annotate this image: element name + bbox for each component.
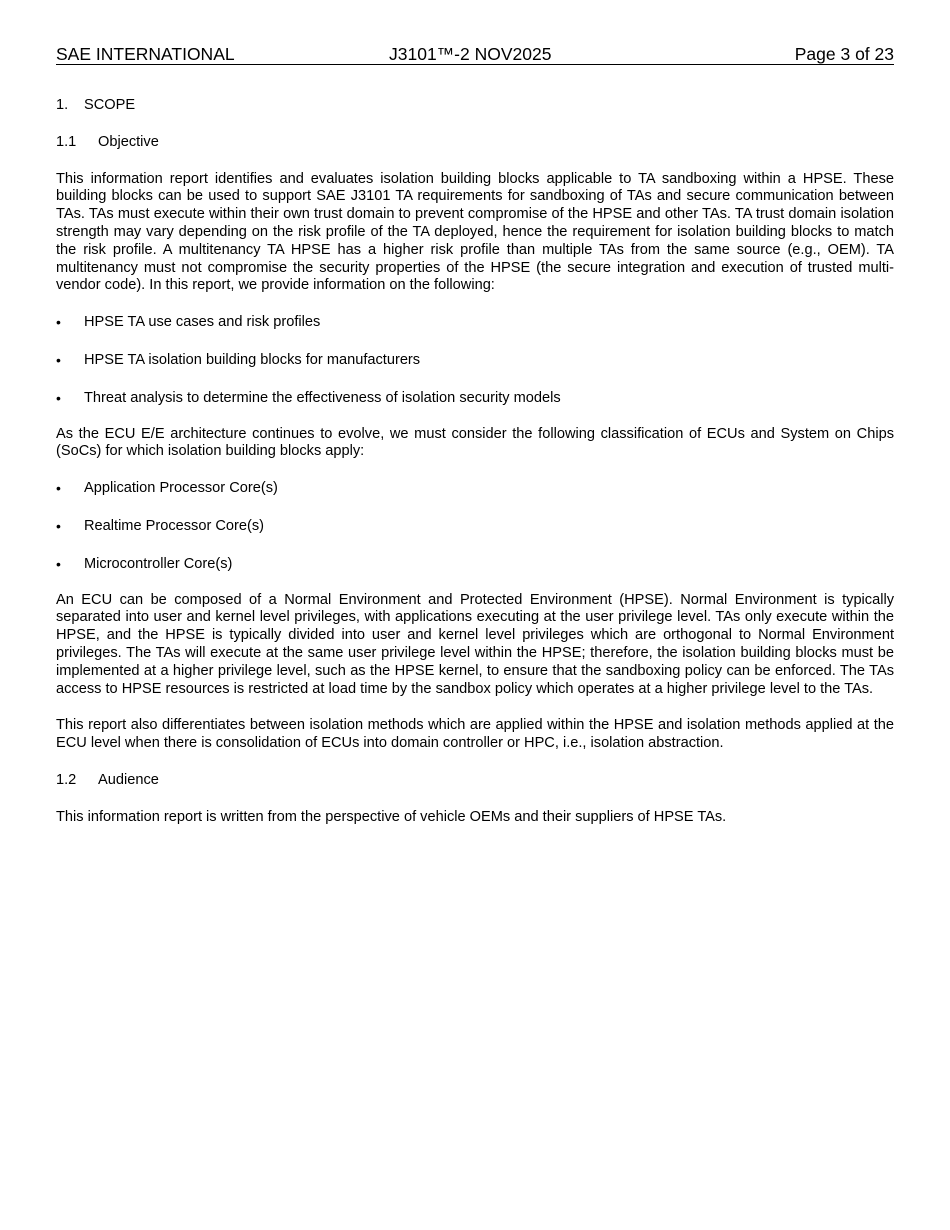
header-document-id: J3101™-2 NOV2025	[389, 44, 552, 64]
list-item	[56, 352, 894, 370]
objective-paragraph-1: This information report identifies and evaluates isolation building blocks applicable to TA sandboxing within a HPSE. These building blocks can be used to support SAE J3101 TA requirements for sandboxing of TAs and secure communication between TAs. TAs must execute within their own trust domain to prevent compromise of the HPSE and other TAs. TA trust domain isolation strength may vary depending on the risk profile of the TA deployed, hence the requirement for isolation building blocks to match the risk profile. A multitenancy TA HPSE has a higher risk profile than multiple TAs from the same source (e.g., OEM). TA multitenancy must not compromise the security properties of the HPSE (the secure integration and execution of trusted multi-vendor code). In this report, we provide information on the following:	[56, 170, 894, 294]
list-item-text: Threat analysis to determine the effectiveness of isolation security models	[84, 389, 561, 406]
objective-paragraph-3: An ECU can be composed of a Normal Environment and Protected Environment (HPSE). Normal Environment is typically separated into user and kernel level privileges, with applications executing at the user privilege level. TAs only execute within the HPSE, and the HPSE is typically divided into user and kernel level privileges which are orthogonal to Normal Environment privileges. The TAs will execute at the same user privilege level within the HPSE; therefore, the isolation building blocks must be implemented at a higher privilege level, such as the HPSE kernel, to ensure that the sandboxing policy can be enforced. The TAs access to HPSE resources is restricted at load time by the sandbox policy which operates at a higher privilege level to the TAs.	[56, 591, 894, 697]
list-item-text: Application Processor Core(s)	[84, 480, 278, 497]
list-item	[56, 518, 894, 536]
objective-bullet-list-1	[56, 314, 894, 407]
bullet-glyph: •	[56, 351, 61, 368]
subsection-number: 1.1	[56, 133, 77, 150]
subsection-heading-audience	[56, 772, 894, 790]
bullet-glyph: •	[56, 480, 61, 497]
page-content	[56, 97, 894, 846]
list-item-text: Microcontroller Core(s)	[84, 555, 233, 572]
bullet-glyph: •	[56, 555, 61, 572]
bullet-glyph: •	[56, 517, 61, 534]
list-item	[56, 480, 894, 498]
subsection-number: 1.2	[56, 771, 77, 788]
list-item	[56, 314, 894, 332]
section-title: SCOPE	[84, 97, 136, 113]
bullet-glyph: •	[56, 389, 61, 406]
header-page-number: Page 3 of 23	[794, 44, 894, 64]
bullet-glyph: •	[56, 314, 61, 331]
objective-paragraph-4: This report also differentiates between isolation methods which are applied within the HPSE and isolation methods applied at the ECU level when there is consolidation of ECUs into domain controller or HPC, i.e., isolation abstraction.	[56, 717, 894, 752]
subsection-heading-objective	[56, 134, 894, 152]
list-item-text: HPSE TA use cases and risk profiles	[84, 314, 321, 331]
subsection-title: Objective	[98, 133, 159, 150]
audience-paragraph: This information report is written from the perspective of vehicle OEMs and their suppliers of HPSE TAs.	[56, 808, 727, 825]
subsection-title: Audience	[98, 771, 159, 788]
objective-paragraph-2: As the ECU E/E architecture continues to evolve, we must consider the following classification of ECUs and System on Chips (SoCs) for which isolation building blocks apply:	[56, 425, 894, 460]
list-item	[56, 390, 894, 408]
objective-bullet-list-2	[56, 480, 894, 573]
section-heading-scope	[56, 97, 894, 115]
list-item-text: HPSE TA isolation building blocks for manufacturers	[84, 351, 421, 368]
list-item	[56, 556, 894, 574]
section-number: 1.	[56, 97, 69, 113]
list-item-text: Realtime Processor Core(s)	[84, 517, 265, 534]
header-organization: SAE INTERNATIONAL	[56, 44, 235, 64]
page-header	[56, 44, 894, 65]
